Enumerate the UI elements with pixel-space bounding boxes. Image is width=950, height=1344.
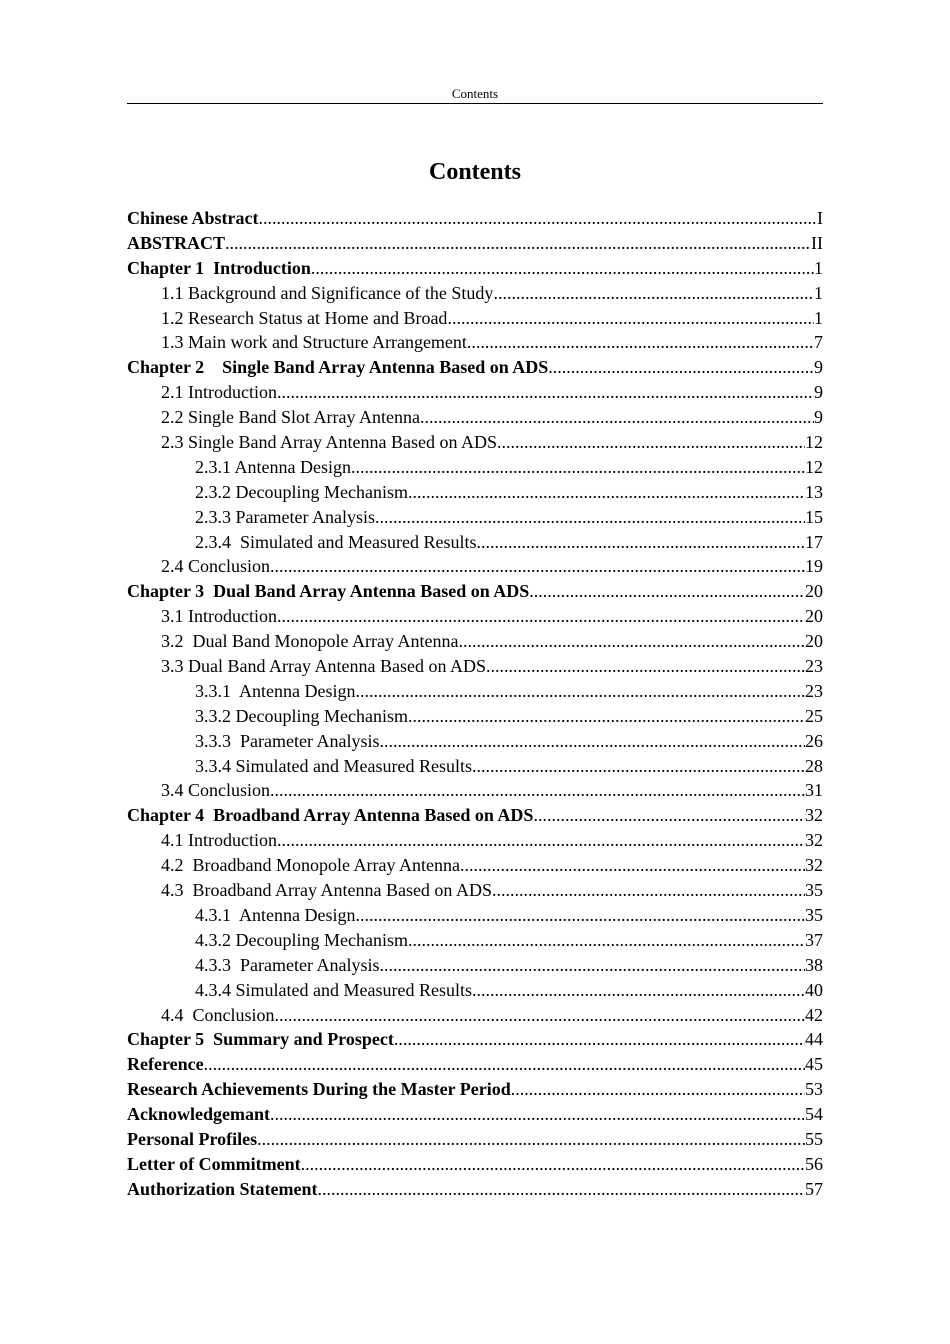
toc-dot-leader	[472, 754, 805, 779]
toc-page-number: 35	[805, 904, 823, 925]
toc-entry-label: ABSTRACT	[127, 232, 226, 253]
toc-entry-label: 4.1 Introduction	[161, 830, 277, 851]
toc-page-number: 15	[805, 506, 823, 527]
toc-page-number: 44	[805, 1029, 823, 1050]
toc-page-number: 57	[805, 1178, 823, 1199]
toc-dot-leader	[529, 579, 805, 604]
toc-dot-leader	[257, 1127, 805, 1152]
toc-dot-leader	[394, 1027, 805, 1052]
toc-page-number: 20	[805, 581, 823, 602]
toc-dot-leader	[355, 679, 805, 704]
toc-entry[interactable]	[127, 455, 823, 480]
toc-entry[interactable]	[127, 281, 823, 306]
toc-entry[interactable]	[127, 629, 823, 654]
toc-entry-label: 2.1 Introduction	[161, 382, 277, 403]
toc-dot-leader	[408, 928, 805, 953]
toc-entry-label: Chapter 4 Broadband Array Antenna Based on ADS	[127, 805, 534, 826]
toc-dot-leader	[408, 704, 805, 729]
toc-dot-leader	[301, 1152, 805, 1177]
toc-entry[interactable]	[127, 430, 823, 455]
toc-dot-leader	[408, 480, 805, 505]
toc-entry-label: 4.3.3 Parameter Analysis	[195, 954, 380, 975]
toc-entry-label: 4.2 Broadband Monopole Array Antenna	[161, 855, 460, 876]
toc-entry-label: 4.3.4 Simulated and Measured Results	[195, 979, 472, 1000]
toc-dot-leader	[492, 878, 805, 903]
toc-page-number: 32	[805, 855, 823, 876]
toc-page-number: 26	[805, 730, 823, 751]
toc-dot-leader	[317, 1177, 805, 1202]
toc-page-number: 1	[814, 307, 823, 328]
toc-dot-leader	[225, 231, 811, 256]
toc-entry[interactable]	[127, 554, 823, 579]
toc-entry[interactable]	[127, 704, 823, 729]
toc-entry[interactable]	[127, 1177, 823, 1202]
toc-dot-leader	[511, 1077, 805, 1102]
toc-dot-leader	[355, 903, 805, 928]
toc-page-number: 9	[814, 382, 823, 403]
toc-entry[interactable]	[127, 1152, 823, 1177]
toc-entry-label: 3.3.1 Antenna Design	[195, 680, 356, 701]
toc-page-number: 7	[814, 332, 823, 353]
toc-entry[interactable]	[127, 1102, 823, 1127]
toc-dot-leader	[460, 853, 805, 878]
toc-page-number: 13	[805, 481, 823, 502]
toc-page-number: 12	[805, 456, 823, 477]
toc-page-number: I	[817, 208, 823, 228]
toc-entry[interactable]	[127, 903, 823, 928]
toc-entry[interactable]	[127, 654, 823, 679]
toc-entry[interactable]	[127, 530, 823, 555]
toc-entry-label: 2.4 Conclusion	[161, 556, 271, 577]
toc-page-number: 31	[805, 780, 823, 801]
toc-entry[interactable]	[127, 828, 823, 853]
toc-page-number: 23	[805, 680, 823, 701]
toc-entry[interactable]	[127, 978, 823, 1003]
toc-dot-leader	[548, 355, 814, 380]
toc-dot-leader	[351, 455, 805, 480]
toc-dot-leader	[497, 430, 805, 455]
toc-entry[interactable]	[127, 1127, 823, 1152]
toc-entry[interactable]	[127, 206, 823, 231]
toc-page-number: 45	[805, 1054, 823, 1075]
toc-entry-label: Chapter 3 Dual Band Array Antenna Based on ADS	[127, 581, 530, 602]
toc-entry[interactable]	[127, 953, 823, 978]
toc-entry[interactable]	[127, 878, 823, 903]
toc-dot-leader	[275, 1003, 805, 1028]
toc-dot-leader	[486, 654, 805, 679]
toc-entry-label: Chinese Abstract	[127, 208, 259, 228]
toc-page-number: 42	[805, 1004, 823, 1025]
toc-page-number: 9	[814, 407, 823, 428]
toc-entry-label: 4.3.2 Decoupling Mechanism	[195, 929, 408, 950]
toc-dot-leader	[447, 306, 814, 331]
toc-entry-label: Authorization Statement	[127, 1178, 318, 1199]
toc-page-number: 38	[805, 954, 823, 975]
toc-dot-leader	[277, 828, 805, 853]
toc-entry[interactable]	[127, 330, 823, 355]
toc-entry[interactable]	[127, 231, 823, 256]
toc-page-number: 32	[805, 830, 823, 851]
toc-dot-leader	[533, 803, 805, 828]
toc-page-number: 54	[805, 1104, 823, 1125]
toc-entry-label: Chapter 1 Introduction	[127, 257, 311, 278]
toc-page-number: 23	[805, 656, 823, 677]
toc-entry-label: 4.3.1 Antenna Design	[195, 904, 356, 925]
toc-page-number: 19	[805, 556, 823, 577]
page-title: Contents	[428, 159, 521, 185]
toc-entry-label: Acknowledgemant	[127, 1104, 270, 1125]
toc-entry[interactable]	[127, 928, 823, 953]
toc-entry-label: 2.3 Single Band Array Antenna Based on ADS	[161, 432, 497, 453]
toc-page-number: 40	[805, 979, 823, 1000]
toc-entry[interactable]	[127, 380, 823, 405]
toc-page-number: 1	[814, 282, 823, 303]
toc-entry[interactable]	[127, 1077, 823, 1102]
toc-dot-leader	[277, 604, 805, 629]
toc-entry[interactable]	[127, 480, 823, 505]
toc-entry-label: 3.4 Conclusion	[161, 780, 271, 801]
toc-entry-label: 1.2 Research Status at Home and Broad	[161, 307, 448, 328]
toc-entry-label: 3.3.2 Decoupling Mechanism	[195, 705, 408, 726]
toc-entry[interactable]	[127, 1003, 823, 1028]
toc-entry-label: Letter of Commitment	[127, 1153, 301, 1174]
toc-dot-leader	[270, 554, 805, 579]
toc-entry-label: 3.2 Dual Band Monopole Array Antenna	[161, 631, 459, 652]
running-header: Contents	[451, 86, 499, 101]
toc-entry-label: Reference	[127, 1054, 204, 1075]
toc-entry-label: 4.4 Conclusion	[161, 1004, 275, 1025]
toc-dot-leader	[270, 1102, 805, 1127]
toc-dot-leader	[467, 330, 814, 355]
toc-page-number: 28	[805, 755, 823, 776]
toc-entry-label: Chapter 5 Summary and Prospect	[127, 1029, 394, 1050]
toc-entry[interactable]	[127, 405, 823, 430]
toc-entry-label: 3.3 Dual Band Array Antenna Based on ADS	[161, 656, 486, 677]
toc-entry[interactable]	[127, 853, 823, 878]
toc-dot-leader	[311, 256, 814, 281]
toc-entry[interactable]	[127, 256, 823, 281]
toc-page-number: 56	[805, 1153, 823, 1174]
toc-entry[interactable]	[127, 1027, 823, 1052]
toc-page-number: 32	[805, 805, 823, 826]
toc-entry-label: 1.3 Main work and Structure Arrangement	[161, 332, 467, 353]
toc-page-number: 55	[805, 1128, 823, 1149]
toc-entry-label: Chapter 2 Single Band Array Antenna Based on ADS	[127, 357, 549, 378]
toc-dot-leader	[476, 530, 805, 555]
toc-page-number: 17	[805, 531, 823, 552]
toc-page-number: 20	[805, 631, 823, 652]
toc-dot-leader	[420, 405, 814, 430]
toc-page-number: 12	[805, 432, 823, 453]
toc-entry-label: 3.1 Introduction	[161, 606, 277, 627]
toc-entry[interactable]	[127, 679, 823, 704]
toc-entry-label: Research Achievements During the Master Period	[127, 1079, 511, 1100]
toc-page-number: 9	[814, 357, 823, 378]
toc-dot-leader	[472, 978, 805, 1003]
toc-entry-label: 2.3.4 Simulated and Measured Results	[195, 531, 477, 552]
toc-page-number: 35	[805, 880, 823, 901]
toc-page-number: 1	[814, 257, 823, 278]
header-rule	[127, 103, 823, 104]
toc-dot-leader	[458, 629, 805, 654]
toc-entry-label: Personal Profiles	[127, 1128, 258, 1149]
toc-entry-label: 2.3.1 Antenna Design	[195, 456, 351, 477]
toc-dot-leader	[204, 1052, 805, 1077]
toc-entry[interactable]	[127, 754, 823, 779]
toc-entry-label: 2.2 Single Band Slot Array Antenna	[161, 407, 420, 428]
toc-page-number: 25	[805, 705, 823, 726]
toc-entry-label: 4.3 Broadband Array Antenna Based on ADS	[161, 880, 492, 901]
toc-dot-leader	[259, 206, 818, 231]
toc-entry-label: 2.3.3 Parameter Analysis	[195, 506, 375, 527]
table-of-contents	[127, 206, 823, 1202]
toc-entry[interactable]	[127, 729, 823, 754]
toc-dot-leader	[379, 729, 805, 754]
toc-entry-label: 2.3.2 Decoupling Mechanism	[195, 481, 408, 502]
toc-dot-leader	[270, 778, 805, 803]
toc-dot-leader	[493, 281, 814, 306]
toc-entry[interactable]	[127, 1052, 823, 1077]
toc-entry[interactable]	[127, 803, 823, 828]
toc-page-number: 53	[805, 1079, 823, 1100]
toc-page-number: 37	[805, 929, 823, 950]
toc-entry-label: 1.1 Background and Significance of the Study	[161, 282, 494, 303]
toc-entry-label: 3.3.3 Parameter Analysis	[195, 730, 380, 751]
toc-entry-label: 3.3.4 Simulated and Measured Results	[195, 755, 472, 776]
toc-entry[interactable]	[127, 604, 823, 629]
toc-entry[interactable]	[127, 306, 823, 331]
toc-dot-leader	[375, 505, 805, 530]
toc-entry[interactable]	[127, 355, 823, 380]
toc-dot-leader	[277, 380, 814, 405]
toc-dot-leader	[379, 953, 805, 978]
toc-page-number: II	[811, 232, 823, 253]
toc-entry[interactable]	[127, 505, 823, 530]
toc-page-number: 20	[805, 606, 823, 627]
toc-entry[interactable]	[127, 579, 823, 604]
toc-entry[interactable]	[127, 778, 823, 803]
